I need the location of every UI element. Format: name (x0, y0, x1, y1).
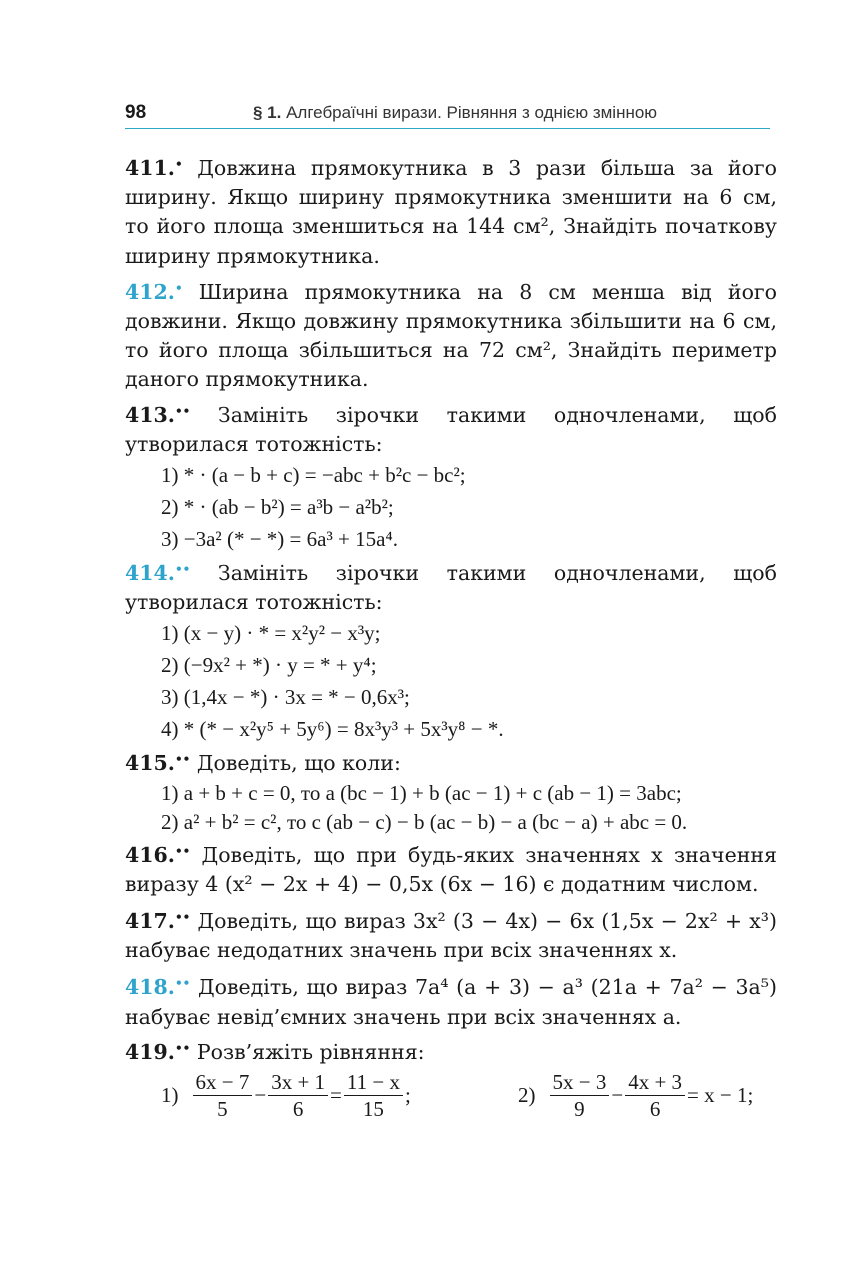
exercise-text: Замініть зірочки такими одночленами, щоб утворилася тотожність: (125, 402, 777, 456)
exercise-number: 411. (125, 156, 175, 180)
exercise-number: 413. (125, 402, 175, 427)
fraction (625, 1069, 685, 1122)
exercise-413 (125, 397, 777, 459)
right-hand-side: = x − 1; (687, 1082, 754, 1107)
difficulty-mark: •• (174, 562, 191, 577)
exercise-text: Розв’яжіть рівняння: (196, 1039, 425, 1064)
exercise-419 (125, 1034, 777, 1067)
operator: − (254, 1082, 267, 1107)
exercise-418 (125, 969, 777, 1031)
denominator: 15 (362, 1097, 384, 1122)
numerator: 6x − 7 (193, 1069, 253, 1096)
exercise-number: 418. (125, 975, 175, 1000)
item: 3) (1,4x − *) · 3x = * − 0,6x³; (161, 685, 410, 710)
page-header (125, 100, 770, 129)
exercises (125, 150, 777, 1133)
difficulty-mark: •• (174, 910, 191, 925)
item-label: 1) (161, 1082, 179, 1107)
difficulty-mark: •• (174, 1040, 191, 1055)
exercise-text: Доведіть, що коли: (196, 751, 401, 776)
exercise-text: Довжина прямокутника в 3 рази більша за його ширину. Якщо ширину прямокутника зменшити на 6 см, то його площа зменшиться на 144 см², Знайдіть початкову ширину прямокутника. (125, 156, 777, 268)
exercise-text: Доведіть, що при будь-яких значеннях x значення виразу 4 (x² − 2x + 4) − 0,5x (6x − 16) є додатним числом. (125, 842, 777, 896)
exercise-417 (125, 903, 777, 965)
exercise-416 (125, 837, 777, 899)
equation-2 (518, 1069, 753, 1122)
denominator: 6 (649, 1097, 661, 1122)
section-mark: § 1. (253, 103, 282, 122)
section-title-text: Алгебраїчні вирази. Рівняння з однією змінною (286, 103, 658, 122)
difficulty-mark: •• (174, 843, 191, 858)
item: 1) a + b + c = 0, то a (bc − 1) + b (ac − 1) + c (ab − 1) = 3abc; (161, 780, 682, 805)
fraction (550, 1069, 610, 1122)
equation-1 (161, 1069, 411, 1122)
fraction (344, 1069, 403, 1122)
numerator: 4x + 3 (625, 1069, 685, 1096)
exercise-text: Замініть зірочки такими одночленами, щоб утворилася тотожність: (125, 561, 777, 615)
exercise-412 (125, 274, 777, 395)
exercise-text: Доведіть, що вираз 7a⁴ (a + 3) − a³ (21a + 7a² − 3a⁵) набуває невід’ємних значень при всіх значеннях a. (125, 975, 777, 1029)
denominator: 6 (292, 1097, 304, 1122)
difficulty-mark: •• (174, 752, 191, 767)
item: 3) −3a² (* − *) = 6a³ + 15a⁴. (161, 527, 398, 552)
numerator: 5x − 3 (550, 1069, 610, 1096)
exercise-411 (125, 150, 777, 271)
item: 2) * · (ab − b²) = a³b − a²b²; (161, 495, 394, 520)
item: 2) a² + b² = c², то c (ab − c) − b (ac − b) − a (bc − a) + abc = 0. (161, 809, 688, 834)
exercise-number: 417. (125, 909, 175, 934)
fraction (193, 1069, 253, 1122)
punctuation: ; (404, 1082, 411, 1107)
fraction (268, 1069, 328, 1122)
exercise-number: 414. (125, 561, 175, 586)
numerator: 11 − x (344, 1069, 403, 1096)
exercise-number: 415. (125, 751, 175, 776)
operator: − (611, 1082, 624, 1107)
exercise-text: Доведіть, що вираз 3x² (3 − 4x) − 6x (1,5x − 2x² + x³) набуває недодатних значень при всіх значеннях x. (125, 909, 777, 963)
item: 1) (x − y) · * = x²y² − x³y; (161, 621, 381, 646)
exercise-number: 419. (125, 1039, 175, 1064)
exercise-415 (125, 745, 777, 778)
exercise-414 (125, 555, 777, 617)
equations-row (125, 1069, 777, 1133)
item: 2) (−9x² + *) · y = * + y⁴; (161, 653, 377, 678)
difficulty-mark: • (174, 157, 183, 171)
denominator: 5 (217, 1097, 228, 1122)
difficulty-mark: •• (174, 976, 191, 991)
operator: = (330, 1082, 342, 1107)
numerator: 3x + 1 (268, 1069, 328, 1096)
difficulty-mark: •• (174, 403, 191, 418)
exercise-number: 412. (125, 279, 175, 304)
item: 4) * (* − x²y⁵ + 5y⁶) = 8x³y³ + 5x³y⁸ − *. (161, 717, 504, 742)
item: 1) * · (a − b + c) = −abc + b²c − bc²; (161, 463, 466, 488)
page-number: 98 (125, 102, 147, 123)
exercise-number: 416. (125, 842, 175, 867)
exercise-text: Ширина прямокутника на 8 см менша від його довжини. Якщо довжину прямокутника збільшити на 6 см, то його площа збільшиться на 72 см², Знайдіть периметр даного прямокутника. (125, 279, 777, 392)
item-label: 2) (518, 1082, 536, 1107)
denominator: 9 (574, 1097, 585, 1122)
difficulty-mark: • (174, 280, 183, 295)
section-title (253, 103, 657, 123)
